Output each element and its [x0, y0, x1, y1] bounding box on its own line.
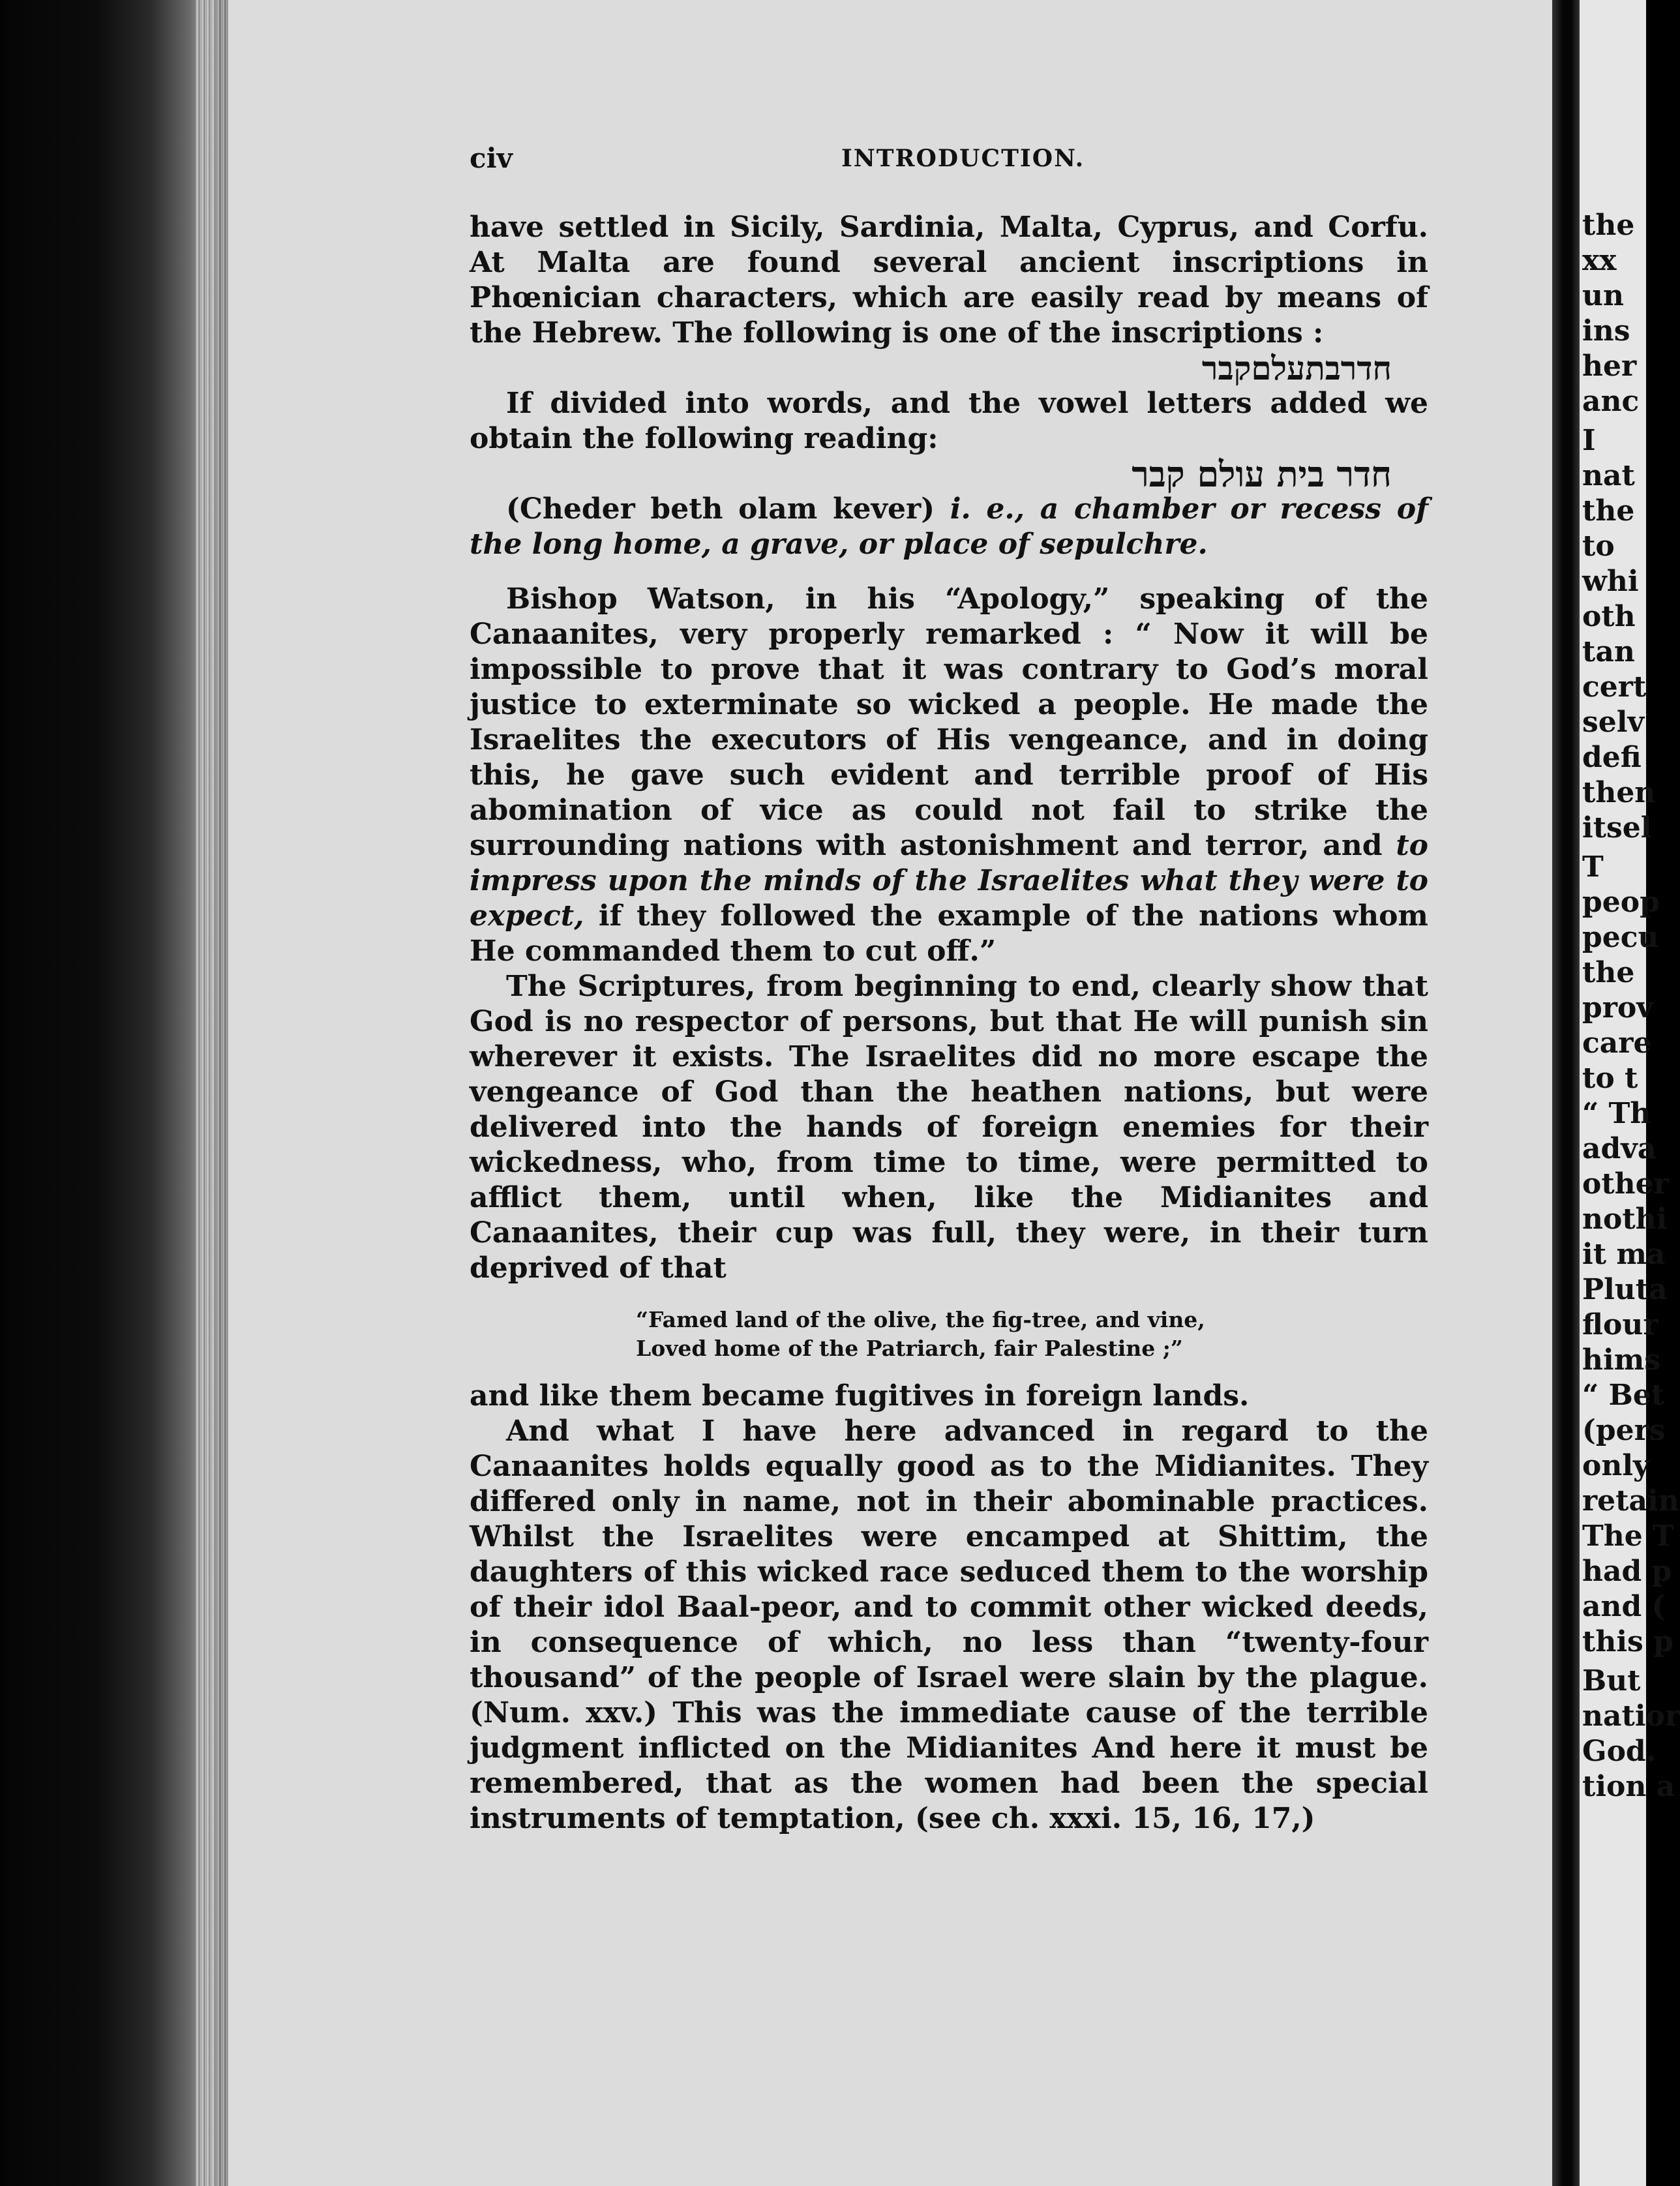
page-body [470, 210, 1428, 1836]
facing-page-line: defi [1582, 741, 1642, 774]
facing-page-line: oth [1582, 600, 1636, 633]
facing-page-line: The T [1582, 1520, 1674, 1553]
paragraph-7: And what I have here advanced in regard to the Canaanites holds equally good as to the Midianites. They differed only in name, not in their abominable practices. Whilst the Israelites were encamped at Shittim, the daughters of this wicked race seduced them to the worship of their idol Baal-peor, and to commit other wicked deeds, in consequence of which, no less than “twenty-four thousand” of the people of Israel were slain by the plague. (Num. xxv.) This was the immediate cause of the terrible judgment inflicted on the Midianites And here it must be remembered, that as the women had been the special instruments of temptation, (see ch. xxxi. 15, 16, 17,) [470, 1415, 1428, 1835]
book-gutter [1552, 0, 1580, 2186]
facing-page-line: and ( [1582, 1590, 1666, 1623]
facing-page-line: God. [1582, 1735, 1657, 1768]
paragraph-4-italic: to impress upon the minds of the Israelites what they were to expect, [470, 829, 1428, 933]
facing-page-line: prov [1582, 991, 1653, 1025]
facing-page-line: cert [1582, 670, 1647, 704]
paragraph-3 [470, 492, 1428, 562]
facing-page-line: hims [1582, 1343, 1661, 1377]
facing-page-line: selv [1582, 706, 1645, 739]
facing-page-line: xx [1582, 244, 1617, 277]
facing-page-line: adva [1582, 1132, 1657, 1165]
facing-page-line: T [1582, 850, 1604, 884]
facing-page-line: only [1582, 1449, 1650, 1482]
facing-page-line: “ Th [1582, 1097, 1651, 1130]
facing-page-fragment [1580, 0, 1680, 2186]
paragraph-5: The Scriptures, from beginning to end, clearly show that God is no respector of persons, but that He will punish sin wherever it exists. The Israelites did no more escape the vengeance of God than the heathen nations, but were delivered into the hands of foreign enemies for their wickedness, who, from time to time, were permitted to afflict them, until when, like the Midianites and Canaanites, their cup was full, they were, in their turn deprived of that [470, 970, 1428, 1285]
facing-page-line: ins [1582, 314, 1630, 348]
facing-page-line: to [1582, 530, 1615, 563]
facing-page-line: natior [1582, 1699, 1680, 1733]
hebrew-inscription: חדרבתעלםקבר [1201, 349, 1392, 387]
book-binding-shadow [0, 0, 215, 2186]
facing-page-line: nothi [1582, 1203, 1668, 1236]
facing-page-line: other [1582, 1167, 1669, 1201]
page-header [470, 142, 1428, 181]
spacer [470, 562, 1428, 582]
facing-page-line: it ma [1582, 1238, 1666, 1271]
page-number: civ [470, 142, 513, 174]
facing-page-line: care [1582, 1026, 1652, 1060]
facing-page-line: the [1582, 494, 1635, 528]
facing-page-line: then [1582, 776, 1656, 809]
paragraph-6: and like them became fugitives in foreign lands. [470, 1379, 1250, 1413]
facing-page-line: (pers [1582, 1414, 1666, 1447]
facing-page-line: pecu [1582, 921, 1659, 954]
facing-page-line: But [1582, 1664, 1641, 1698]
facing-page-line: flour [1582, 1308, 1658, 1341]
facing-page-line: to t [1582, 1062, 1638, 1095]
hebrew-reading: חדר בית עולם קבר [1132, 453, 1392, 495]
translation: i. e., a chamber or recess of the long home, a grave, or place of sepulchre. [470, 492, 1428, 561]
facing-page-line: tion a [1582, 1770, 1675, 1803]
facing-page-line: Pluta [1582, 1273, 1668, 1306]
facing-page-line: tan [1582, 635, 1635, 668]
verse-line-2: Loved home of the Patriarch, fair Palestine ;” [636, 1336, 1183, 1361]
transliteration: (Cheder beth olam kever) [506, 492, 935, 526]
facing-page-line: this p [1582, 1625, 1673, 1658]
verse-quote [470, 1306, 1428, 1363]
facing-page-line: the [1582, 209, 1635, 242]
paragraph-4 [470, 582, 1428, 969]
facing-page-line: the [1582, 956, 1635, 989]
paragraph-4-b: if they followed the example of the nations whom He commanded them to cut off.” [470, 899, 1428, 968]
paragraph-2: If divided into words, and the vowel letters added we obtain the following reading: [470, 387, 1428, 455]
facing-page-line: whi [1582, 565, 1639, 598]
facing-page-line: had p [1582, 1555, 1672, 1588]
facing-page-line: her [1582, 350, 1637, 383]
facing-page-line: retain [1582, 1484, 1679, 1518]
verse-line-1: “Famed land of the olive, the fig-tree, and vine, [636, 1307, 1205, 1332]
facing-page-line: peop [1582, 886, 1660, 919]
facing-page-line: I [1582, 424, 1596, 457]
facing-page-line: nat [1582, 459, 1635, 492]
paragraph-4-a: Bishop Watson, in his “Apology,” speaking of the Canaanites, very properly remarked : “ Now it will be impossible to prove that it was contrary to God’s moral justice to exterminate so wicked a people. He made the Israelites the executors of His vengeance, and in doing this, he gave such evident and terrible proof of His abomination of vice as could not fail to strike the surrounding nations with astonishment and terror, and [470, 582, 1428, 862]
facing-page-line: anc [1582, 385, 1640, 418]
facing-page-line: “ Bet [1582, 1379, 1665, 1412]
facing-page-line: itsel [1582, 811, 1652, 845]
paragraph-1: have settled in Sicily, Sardinia, Malta, Cyprus, and Corfu. At Malta are found several ancient inscriptions in Phœnician characters, which are easily read by means of the Hebrew. The following is one of the inscriptions : [470, 211, 1428, 350]
facing-page-line: un [1582, 279, 1624, 312]
running-head: INTRODUCTION. [841, 145, 1085, 172]
